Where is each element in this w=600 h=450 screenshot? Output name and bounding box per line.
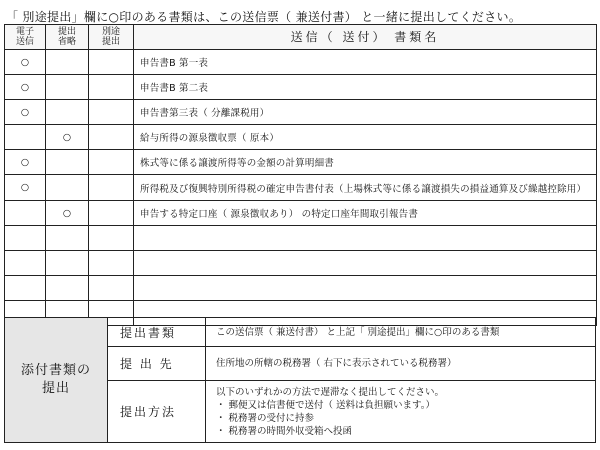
- electronic-mark: [5, 125, 46, 150]
- document-name: 申告書第三表（ 分離課税用）: [134, 100, 597, 125]
- attachment-method-line: 以下のいずれかの方法で遅滞なく提出してください。: [216, 386, 445, 398]
- col-omitted-line2: 省略: [57, 37, 76, 47]
- electronic-mark: ○: [5, 75, 46, 100]
- table-row: [5, 175, 597, 201]
- document-name: 申告する特定口座（ 源泉徴収あり） の特定口座年間取引報告書: [134, 201, 597, 226]
- col-separate-header: [89, 25, 134, 50]
- col-electronic-line1: 電子: [15, 27, 34, 37]
- table-row: [5, 226, 597, 251]
- electronic-mark: [5, 251, 46, 276]
- electronic-mark: [5, 276, 46, 301]
- attachments-section: [4, 317, 596, 443]
- separate-mark: [89, 125, 134, 150]
- document-name: [134, 226, 597, 251]
- electronic-mark: ○: [5, 150, 46, 175]
- attachments-title: [5, 318, 108, 442]
- document-name: 株式等に係る譲渡所得等の金額の計算明細書: [134, 150, 597, 175]
- omitted-mark: [46, 100, 89, 125]
- omitted-mark: [46, 75, 89, 100]
- table-row: [5, 75, 597, 100]
- separate-mark: [89, 150, 134, 175]
- separate-mark: [89, 201, 134, 226]
- attachment-row-method: [108, 381, 595, 442]
- document-name: [134, 251, 597, 276]
- col-omitted-line1: 提出: [57, 27, 76, 37]
- attachment-row-documents: [108, 318, 595, 347]
- omitted-mark: [46, 226, 89, 251]
- attachment-value-destination: [206, 347, 595, 380]
- attachment-label-method: 提出方法: [108, 381, 206, 442]
- col-docname-header: 送信（ 送付） 書類名: [134, 25, 597, 50]
- table-row: [5, 150, 597, 175]
- header-note: 「 別途提出」欄に○印のある書類は、この送信票（ 兼送付書） と一緒に提出してください。: [6, 10, 522, 24]
- attachment-destination-text: 住所地の所轄の税務署（ 右下に表示されている税務署）: [216, 358, 457, 369]
- attachments-rows: [108, 318, 595, 442]
- document-name: 所得税及び復興特別所得税の確定申告書付表（上場株式等に係る譲渡損失の損益通算及び繰越控除用）: [134, 175, 597, 201]
- omitted-mark: ○: [46, 201, 89, 226]
- separate-mark: [89, 75, 134, 100]
- documents-table-body: [5, 50, 597, 326]
- attachment-label-destination: 提 出 先: [108, 347, 206, 380]
- table-row: [5, 276, 597, 301]
- omitted-mark: [46, 175, 89, 201]
- documents-table: [4, 24, 597, 326]
- separate-mark: [89, 251, 134, 276]
- attachment-method-line: ・ 税務署の時間外収受箱へ投函: [216, 425, 353, 437]
- separate-mark: [89, 226, 134, 251]
- omitted-mark: [46, 276, 89, 301]
- separate-mark: [89, 50, 134, 75]
- electronic-mark: ○: [5, 175, 46, 201]
- table-row: [5, 201, 597, 226]
- document-name: 給与所得の源泉徴収票（ 原本）: [134, 125, 597, 150]
- attachment-value-method: [206, 381, 595, 442]
- document-name: [134, 276, 597, 301]
- omitted-mark: [46, 50, 89, 75]
- col-separate-line2: 提出: [101, 37, 120, 47]
- col-electronic-header: [5, 25, 46, 50]
- attachment-method-line: ・ 郵便又は信書便で送付（ 送料は負担願います。）: [216, 399, 436, 411]
- separate-mark: [89, 100, 134, 125]
- col-electronic-line2: 送信: [15, 37, 34, 47]
- attachment-row-destination: [108, 347, 595, 381]
- electronic-mark: ○: [5, 100, 46, 125]
- electronic-mark: [5, 226, 46, 251]
- attachment-label-documents: 提出書類: [108, 318, 206, 346]
- attachment-method-line: ・ 税務署の受付に持参: [216, 412, 315, 424]
- document-name: 申告書B 第一表: [134, 50, 597, 75]
- electronic-mark: [5, 201, 46, 226]
- table-row: [5, 100, 597, 125]
- col-separate-line1: 別途: [101, 27, 120, 37]
- separate-mark: [89, 175, 134, 201]
- table-row: [5, 251, 597, 276]
- omitted-mark: [46, 251, 89, 276]
- separate-mark: [89, 276, 134, 301]
- attachment-value-documents: [206, 318, 595, 346]
- table-row: [5, 50, 597, 75]
- attachments-title-line1: 添付書類の: [20, 363, 91, 378]
- col-omitted-header: [46, 25, 89, 50]
- omitted-mark: [46, 150, 89, 175]
- table-header-row: [5, 25, 597, 50]
- electronic-mark: ○: [5, 50, 46, 75]
- document-name: 申告書B 第二表: [134, 75, 597, 100]
- attachment-documents-text: この送信票（ 兼送付書） と上記「 別途提出」欄に○印のある書類: [216, 326, 500, 338]
- attachments-title-line2: 提出: [41, 381, 70, 396]
- omitted-mark: ○: [46, 125, 89, 150]
- table-row: [5, 125, 597, 150]
